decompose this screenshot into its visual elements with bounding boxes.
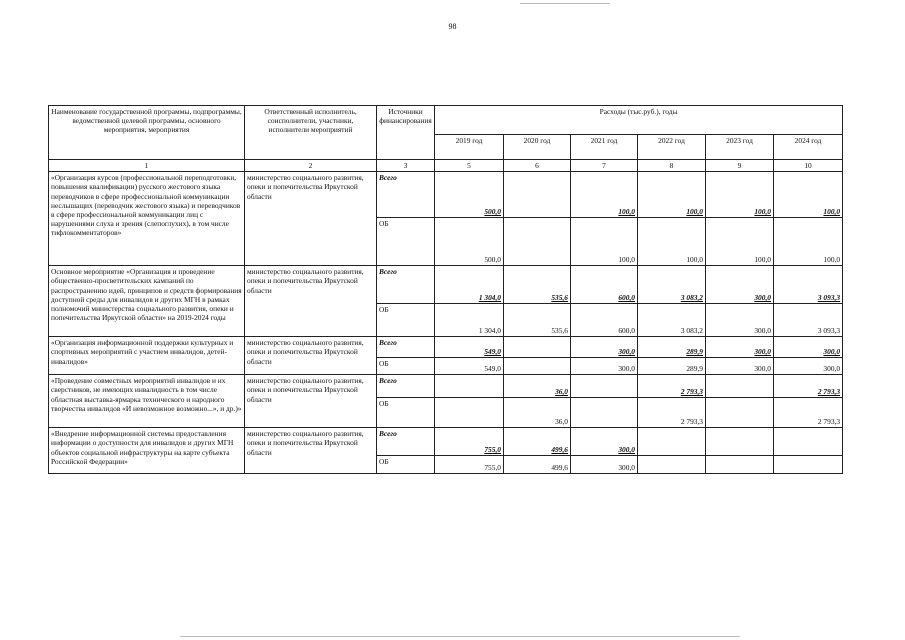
ob-value <box>504 218 571 266</box>
ob-value: 100,0 <box>774 218 843 266</box>
executor-cell: министерство социального развития, опеки и попечительства Иркутской области <box>245 428 377 474</box>
header-year: 2022 год <box>638 135 706 160</box>
source-ob-label: ОБ <box>377 456 435 474</box>
measure-name: «Организация информационной поддержки культурных и спортивных мероприятий с участием инвалидов, детей-инвалидов» <box>49 337 245 375</box>
measure-name: Основное мероприятие «Организация и проведение общественно-просветительских кампаний по распространению идей, принципов и средств формирования доступной среды для инвалидов и других МГН в рамках полномочий министерства социального развития, опеки и попечительства Иркутской области» на 2019-2024 годы <box>49 266 245 337</box>
executor-cell: министерство социального развития, опеки и попечительства Иркутской области <box>245 266 377 337</box>
total-value: 600,0 <box>571 266 638 304</box>
header-year: 2020 год <box>504 135 571 160</box>
ob-value: 600,0 <box>571 304 638 337</box>
source-total-label: Всего <box>377 428 435 456</box>
executor-cell: министерство социального развития, опеки и попечительства Иркутской области <box>245 337 377 375</box>
source-total-label: Всего <box>377 337 435 358</box>
table-row <box>49 172 843 218</box>
ob-value <box>504 358 571 375</box>
column-number: 6 <box>504 160 571 172</box>
ob-value: 3 083,2 <box>638 304 706 337</box>
table-row <box>49 337 843 358</box>
ob-value: 300,0 <box>571 358 638 375</box>
total-value <box>638 428 706 456</box>
ob-value: 3 093,3 <box>774 304 843 337</box>
measure-name: «Проведение совместных мероприятий инвалидов и их сверстников, не имеющих инвалидность в том числе областная выставка-ярмарка технического и народного творчества инвалидов «И невозможное возможно...», и др.)» <box>49 375 245 428</box>
total-value: 1 304,0 <box>435 266 504 304</box>
source-ob-label: ОБ <box>377 358 435 375</box>
total-value: 300,0 <box>706 337 774 358</box>
total-value: 289,9 <box>638 337 706 358</box>
ob-value: 1 304,0 <box>435 304 504 337</box>
ob-value: 2 793,3 <box>774 398 843 428</box>
executor-cell: министерство социального развития, опеки и попечительства Иркутской области <box>245 172 377 266</box>
column-number: 3 <box>377 160 435 172</box>
total-value: 100,0 <box>706 172 774 218</box>
total-value: 100,0 <box>774 172 843 218</box>
ob-value: 300,0 <box>774 358 843 375</box>
ob-value: 499,6 <box>504 456 571 474</box>
header-executor: Ответственный исполнитель, соисполнители, участники, исполнители мероприятий <box>245 106 377 160</box>
source-total-label: Всего <box>377 375 435 398</box>
table-row <box>49 266 843 304</box>
ob-value: 535,6 <box>504 304 571 337</box>
total-value: 300,0 <box>571 337 638 358</box>
header-year: 2021 год <box>571 135 638 160</box>
measure-name: «Внедрение информационной системы предоставления информации о доступности для инвалидов и других МГН объектов социальной инфраструктуры на карте субъекта Российской Федерации» <box>49 428 245 474</box>
ob-value: 289,9 <box>638 358 706 375</box>
expenses-table <box>48 105 843 474</box>
total-value: 499,6 <box>504 428 571 456</box>
total-value: 300,0 <box>571 428 638 456</box>
ob-value: 100,0 <box>706 218 774 266</box>
header-source: Источники финансирования <box>377 106 435 160</box>
header-year: 2019 год <box>435 135 504 160</box>
column-number: 9 <box>706 160 774 172</box>
source-total-label: Всего <box>377 172 435 218</box>
ob-value <box>571 398 638 428</box>
total-value <box>774 428 843 456</box>
ob-value: 100,0 <box>571 218 638 266</box>
column-number: 10 <box>774 160 843 172</box>
source-ob-label: ОБ <box>377 304 435 337</box>
header-expenses: Расходы (тыс.руб.), годы <box>435 106 843 135</box>
total-value: 755,0 <box>435 428 504 456</box>
table-row <box>49 428 843 456</box>
total-value: 500,0 <box>435 172 504 218</box>
column-number: 1 <box>49 160 245 172</box>
total-value: 300,0 <box>706 266 774 304</box>
total-value <box>504 337 571 358</box>
column-number: 7 <box>571 160 638 172</box>
ob-value <box>774 456 843 474</box>
total-value: 2 793,3 <box>638 375 706 398</box>
ob-value <box>435 398 504 428</box>
executor-cell: министерство социального развития, опеки и попечительства Иркутской области <box>245 375 377 428</box>
header-year: 2024 год <box>774 135 843 160</box>
scan-artifact <box>180 636 740 637</box>
ob-value: 300,0 <box>706 304 774 337</box>
header-year: 2023 год <box>706 135 774 160</box>
total-value: 100,0 <box>571 172 638 218</box>
total-value: 535,6 <box>504 266 571 304</box>
column-number: 8 <box>638 160 706 172</box>
table-row <box>49 375 843 398</box>
total-value <box>435 375 504 398</box>
total-value <box>706 375 774 398</box>
measure-name: «Организация курсов (профессиональной переподготовки, повышения квалификации) русского жестового языка переводчиков в сфере профессиональной коммуникации неслышащих (переводчик жестового языка) и переводчиков в сфере профессиональной коммуникации лиц с нарушениями слуха и зрения (слепоглухих), в том числе тифлокомментаторов» <box>49 172 245 266</box>
header-name: Наименование государственной программы, подпрограммы, ведомственной целевой программы, основного мероприятия, мероприятия <box>49 106 245 160</box>
ob-value: 549,0 <box>435 358 504 375</box>
total-value: 3 083,2 <box>638 266 706 304</box>
total-value <box>571 375 638 398</box>
total-value: 3 093,3 <box>774 266 843 304</box>
ob-value: 500,0 <box>435 218 504 266</box>
ob-value: 755,0 <box>435 456 504 474</box>
total-value: 100,0 <box>638 172 706 218</box>
total-value: 2 793,3 <box>774 375 843 398</box>
ob-value <box>638 456 706 474</box>
column-number: 2 <box>245 160 377 172</box>
ob-value: 300,0 <box>571 456 638 474</box>
total-value: 36,0 <box>504 375 571 398</box>
ob-value: 36,0 <box>504 398 571 428</box>
total-value <box>504 172 571 218</box>
total-value: 549,0 <box>435 337 504 358</box>
ob-value <box>706 398 774 428</box>
page-number: 98 <box>448 22 457 31</box>
source-total-label: Всего <box>377 266 435 304</box>
scan-artifact <box>520 3 610 4</box>
total-value: 300,0 <box>774 337 843 358</box>
ob-value: 2 793,3 <box>638 398 706 428</box>
column-number: 5 <box>435 160 504 172</box>
total-value <box>706 428 774 456</box>
ob-value: 300,0 <box>706 358 774 375</box>
ob-value <box>706 456 774 474</box>
column-numbers-row <box>49 160 843 172</box>
ob-value: 100,0 <box>638 218 706 266</box>
source-ob-label: ОБ <box>377 398 435 428</box>
source-ob-label: ОБ <box>377 218 435 266</box>
